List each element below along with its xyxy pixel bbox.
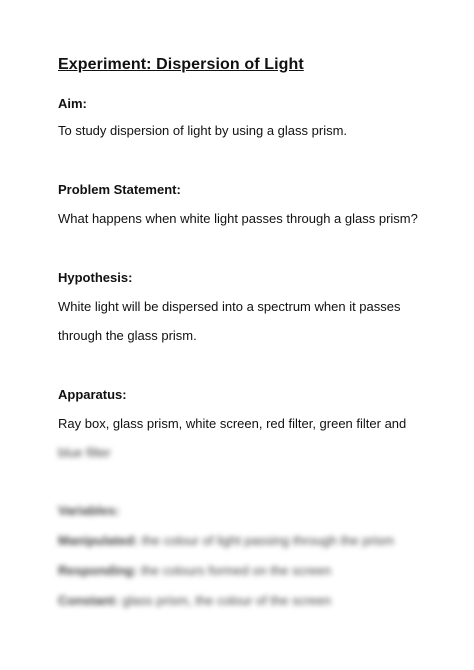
problem-statement-heading: Problem Statement: — [58, 182, 181, 197]
apparatus-heading: Apparatus: — [58, 387, 127, 402]
constant-label: Constant: — [58, 593, 119, 608]
apparatus-text-line-1: Ray box, glass prism, white screen, red filter, green filter and — [58, 416, 407, 431]
constant-text: glass prism, the colour of the screen — [122, 593, 332, 608]
problem-statement-text: What happens when white light passes through a glass prism? — [58, 211, 418, 226]
responding-text: the colours formed on the screen — [141, 563, 332, 578]
responding-label: Responding: — [58, 563, 138, 578]
document-title: Experiment: Dispersion of Light — [58, 56, 304, 73]
manipulated-variable — [58, 533, 394, 548]
aim-text: To study dispersion of light by using a glass prism. — [58, 123, 348, 138]
hypothesis-heading: Hypothesis: — [58, 270, 133, 285]
manipulated-label: Manipulated: — [58, 533, 139, 548]
hypothesis-text-line-2: through the glass prism. — [58, 328, 197, 343]
responding-variable — [58, 563, 331, 578]
apparatus-text-line-2: blue filter — [58, 445, 111, 460]
variables-heading: Variables: — [58, 503, 120, 518]
constant-variable — [58, 593, 331, 608]
hypothesis-text-line-1: White light will be dispersed into a spectrum when it passes — [58, 299, 401, 314]
manipulated-text: the colour of light passing through the prism — [141, 533, 394, 548]
aim-heading: Aim: — [58, 96, 87, 111]
